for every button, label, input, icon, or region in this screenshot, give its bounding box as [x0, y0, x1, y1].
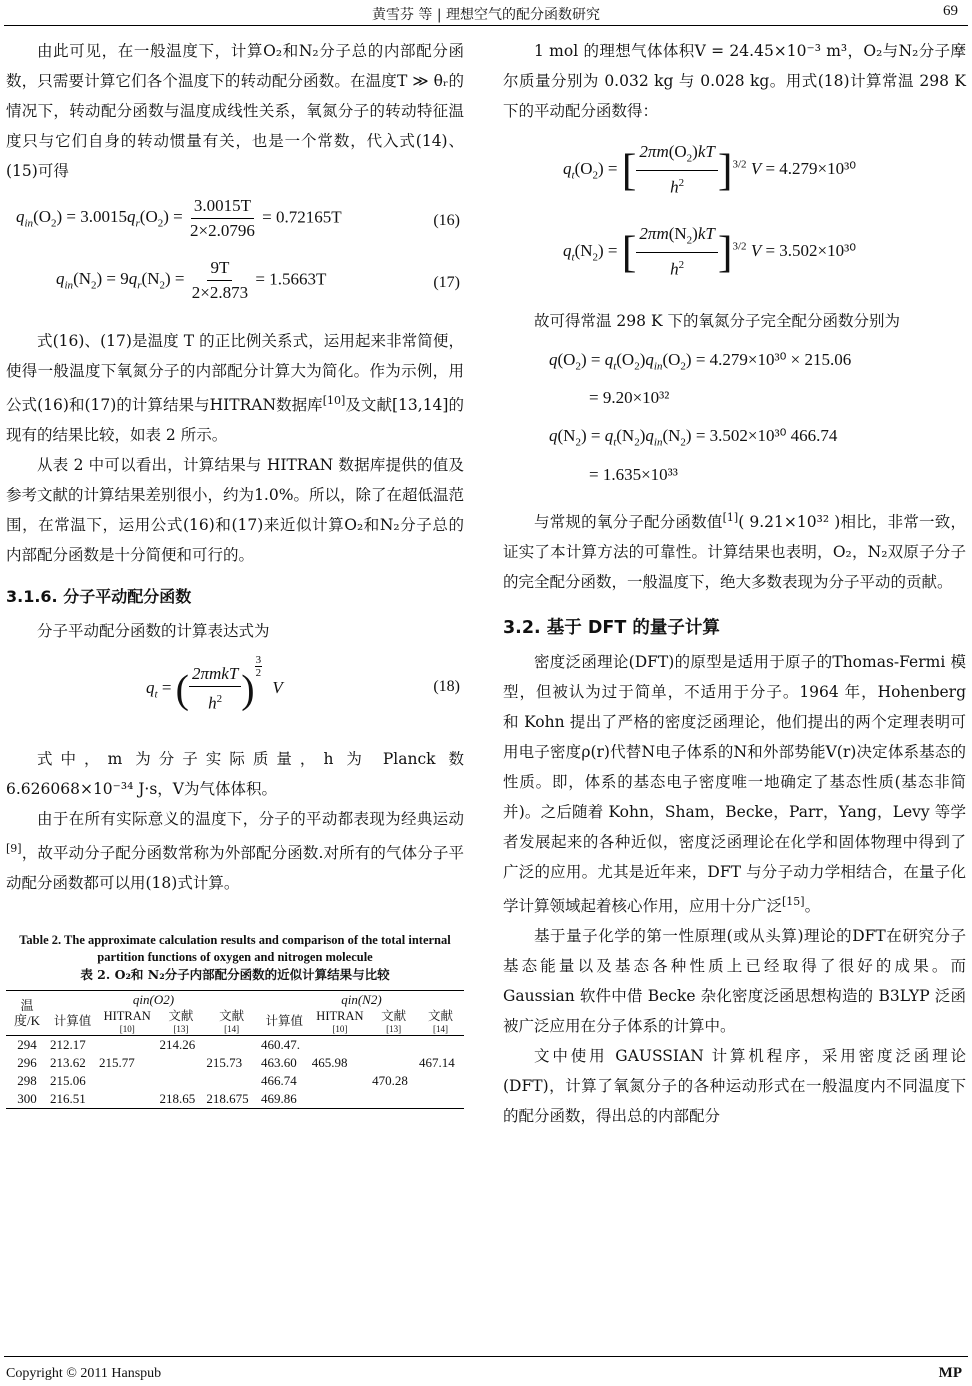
eq-mol: N	[580, 240, 593, 260]
eq-symbol: q	[146, 677, 155, 697]
table-cell	[370, 1090, 417, 1109]
table-cell: 469.86	[259, 1090, 310, 1109]
eq-sup: 2	[216, 693, 223, 706]
table-subheader-cell	[417, 1008, 464, 1036]
table-cell	[310, 1072, 370, 1090]
table-cell: 214.26	[159, 1037, 196, 1053]
text-run: ( 9.21×10³² )相比，非常一致，证实了本计算方法的可靠性。计算结果也表明，O₂，N₂双原子分子的完全配分函数，一般温度下，绝大多数表现为分子平动的贡献。	[503, 512, 966, 591]
table-cell	[204, 1072, 259, 1090]
equation-number: (18)	[433, 678, 460, 696]
table-row	[6, 1054, 464, 1072]
table-header-group	[48, 991, 259, 1009]
running-title: 黄雪芬 等 | 理想空气的配分函数研究	[371, 7, 601, 23]
table-cell: 470.28	[372, 1073, 408, 1089]
eq-sub: in	[64, 279, 74, 292]
page-header	[0, 0, 972, 28]
table-cell: 460.47.	[260, 1037, 300, 1053]
paragraph	[503, 503, 966, 597]
table-subheader-cell	[259, 1008, 310, 1036]
subheader-ref: [10]	[332, 1024, 348, 1035]
table-cell: 218.65	[157, 1090, 204, 1109]
table-cell	[97, 1090, 157, 1109]
citation[interactable]: [10]	[322, 394, 346, 407]
table-cell	[370, 1036, 417, 1055]
paragraph	[6, 326, 464, 450]
denominator: 2×2.0796	[190, 221, 255, 240]
exponent	[255, 654, 263, 679]
eq-symbol: q	[128, 269, 138, 289]
citation[interactable]: [9]	[6, 842, 22, 856]
paragraph: 文中使用 GAUSSIAN 计算机程序，采用密度泛函理论(DFT)，计算了氧氮分子的各种运动形式在一般温度内不同温度下的配分函数，得出总的内部配分	[503, 1047, 966, 1126]
equation-q-o2: $q(O_2) = q_t(O_2)q_{in}(O_2) = 4.279\times 10^{30} \times 215.06$ = 9.20×10³²	[549, 344, 966, 414]
table-cell: 466.74	[260, 1073, 297, 1089]
text-run: ，故平动分子配分函数常称为外部配分函数.对所有的气体分子平动配分函数都可以用(18)式计算。	[6, 844, 464, 893]
equation-number: (17)	[433, 274, 460, 291]
paragraph: 式中，m 为分子实际质量，h 为 Planck 数 6.626068×10⁻³⁴ J·s，V为气体体积。	[6, 750, 464, 799]
table-cell	[417, 1036, 464, 1055]
paragraph: 故可得常温 298 K 下的氧氮分子完全配分函数分别为	[534, 312, 900, 330]
eq-result: = 9.20×10³²	[589, 388, 670, 408]
denominator: 2×2.873	[191, 283, 249, 302]
equation-18: $q_t$ = ( $\frac{\text{2πmkT}}{h^2}$ ) $\frac{3}{2}$ V (18)	[146, 654, 460, 713]
section-heading-3-1-6: 3.1.6. 分子平动配分函数	[6, 587, 192, 607]
table-cell: 296	[17, 1055, 37, 1071]
text-run: 。	[804, 897, 821, 916]
exp-denominator: 2	[255, 667, 262, 680]
eq-sub: r	[137, 279, 142, 292]
table-subheader-cell	[157, 1008, 204, 1036]
table-cell	[157, 1054, 204, 1072]
exp-numerator: 3	[255, 654, 262, 667]
eq-result: 3.502×10³⁰	[779, 240, 857, 260]
table-subheader-cell	[48, 1008, 97, 1036]
equation-qt-o2: $q_t(O_2)$ = [ $\frac{2\pi m(O_2)kT}{h^2}$ ]$^{3/2}$ V = 4.279×10³⁰	[563, 142, 857, 198]
paragraph: 由此可见，在一般温度下，计算O₂和N₂分子总的内部配分函数，只需要计算它们各个温度下的转动配分函数。在温度T ≫ θᵣ的情况下，转动配分函数与温度成线性关系，氧氮分子的转动特征温度只与它们自身的转动惯量有关，也是一个常数，代入式(14)、(15)可得	[6, 42, 464, 180]
group-label: qin(O2)	[132, 992, 175, 1008]
equation-16: $q_{in}(O_2) = 3.0015q_r(O_2)$ = $\frac{3.0015T}{2\times 2.0796}$ = 0.72165T (16)	[16, 196, 460, 240]
numerator: 3.0015T	[191, 196, 254, 219]
equation-qt-n2: $q_t(N_2)$ = [ $\frac{2\pi m(N_2)kT}{h^2}$ ]$^{3/2}$ V = 3.502×10³⁰	[563, 224, 857, 280]
subheader-ref: [10]	[119, 1024, 135, 1035]
eq-sub: in	[24, 217, 34, 230]
table-row	[6, 1090, 464, 1109]
table-cell: 467.14	[419, 1055, 455, 1071]
eq-mol: N	[78, 269, 92, 289]
table-subheader-row	[6, 1008, 464, 1036]
table-row	[6, 1072, 464, 1090]
table-header-temp: 温度/K	[6, 991, 48, 1036]
denominator: h	[208, 693, 217, 713]
fraction	[187, 196, 258, 241]
subheader-label: 文献	[428, 1009, 454, 1024]
text-run: 与常规的氧分子配分函数值	[534, 512, 723, 531]
footer-rule	[4, 1356, 968, 1357]
eq-result: 0.72165T	[275, 207, 342, 227]
table-cell: 298	[17, 1073, 37, 1089]
eq-mol: O	[580, 158, 593, 178]
numerator: 2πmkT	[191, 664, 239, 684]
table-caption-en: Table 2. The approximate calculation results and comparison of the total internal partition functions of oxygen and nitrogen molecule	[19, 933, 451, 965]
paragraph: 分子平动配分函数的计算表达式为	[37, 622, 270, 641]
eq-sub: t	[154, 688, 158, 701]
eq-coef: 9	[120, 269, 129, 289]
equation-17: $q_{in}(N_2) = 9q_r(N_2)$ = $\frac{9T}{2\times 2.873}$ = 1.5663T (17)	[56, 258, 460, 302]
table-cell: 215.77	[99, 1055, 135, 1071]
table-cell: 215.06	[50, 1073, 86, 1089]
table-cell: 300	[6, 1090, 48, 1109]
eq-sub: 2	[91, 279, 97, 292]
eq-coef: 3.0015	[80, 207, 128, 227]
eq-sub: 2	[51, 217, 57, 230]
eq-symbol: q	[16, 207, 25, 227]
table-row	[6, 1036, 464, 1055]
table-header-group	[259, 991, 464, 1009]
table-cell	[204, 1036, 259, 1055]
table-2	[6, 990, 464, 1109]
numerator: 9T	[207, 258, 232, 281]
section-heading-3-2: 3.2. 基于 DFT 的量子计算	[503, 617, 720, 638]
eq-symbol: V	[272, 677, 283, 697]
subheader-label: HITRAN	[103, 1009, 151, 1024]
left-column	[6, 36, 464, 1109]
eq-result: 4.279×10³⁰	[779, 158, 857, 178]
eq-result: = 1.635×10³³	[589, 464, 678, 484]
equation-number: (16)	[433, 212, 460, 229]
table-cell	[97, 1072, 157, 1090]
page-footer	[0, 1348, 972, 1386]
table-subheader-cell	[97, 1008, 157, 1036]
table-cell	[310, 1036, 370, 1055]
page-number: 69	[943, 3, 958, 19]
citation[interactable]: [1]	[722, 510, 739, 524]
subheader-ref: [14]	[224, 1024, 240, 1035]
subheader-label: 计算值	[53, 1014, 92, 1029]
table-cell	[370, 1054, 417, 1072]
header-rule	[4, 25, 968, 26]
paragraph	[6, 804, 464, 898]
table-cell	[417, 1072, 464, 1090]
table-cell: 294	[17, 1037, 37, 1053]
citation[interactable]: [15]	[782, 894, 805, 908]
table-cell: 218.675	[204, 1090, 259, 1109]
eq-sub: r	[135, 217, 140, 230]
text-run: 密度泛函理论(DFT)的原型是适用于原子的Thomas-Fermi 模型，但被认为过于简单，不适用于分子。1964 年，Hohenberg 和 Kohn 提出了严格的密度泛函理论，他们提出的两个定理表明可用电子密度ρ(r)代替N电子体系的N和外部势能V(r)决定体系基态的性质。即，体系的基态电子密度唯一地确定了基态性质(基态非简并)。之后随着 Kohn，Sham，Becke，Parr，Yang，Levy 等学者发展起来的各种近似，密度泛函理论在化学和固体物理中得到了广泛的应用。尤其是近年来，DFT 与分子动力学相结合，在量子化学计算领域起着核心作用，应用十分广泛	[503, 652, 966, 916]
paragraph: 从表 2 中可以看出，计算结果与 HITRAN 数据库提供的值及参考文献的计算结果差别很小，约为1.0%。所以，除了在超低温范围，在常温下，运用公式(16)和(17)来近似计算O₂和N₂分子总的内部配分函数是十分简便和可行的。	[6, 456, 464, 565]
subheader-label: 文献	[219, 1009, 245, 1024]
subheader-label: 文献	[168, 1009, 194, 1024]
fraction	[189, 664, 241, 714]
table-body	[6, 1036, 464, 1109]
eq-result: = 4.279×10³⁰ × 215.06	[695, 350, 852, 369]
fraction	[189, 258, 251, 303]
right-column	[503, 36, 966, 1131]
table-cell	[310, 1090, 370, 1109]
table-cell	[97, 1036, 157, 1055]
subheader-label: 计算值	[265, 1014, 304, 1029]
table-subheader-cell	[370, 1008, 417, 1036]
group-label: qin(N2)	[341, 992, 382, 1008]
paragraph	[503, 647, 966, 921]
journal-abbrev: MP	[938, 1365, 962, 1381]
subheader-label: HITRAN	[316, 1009, 364, 1024]
table-cell: 463.60	[260, 1055, 297, 1071]
table-cell: 215.73	[206, 1055, 243, 1071]
table-subheader-cell	[204, 1008, 259, 1036]
text-run: 及文献[13,14]的现有的结果比较，如表 2 所示。	[6, 396, 465, 445]
subheader-ref: [13]	[386, 1024, 402, 1035]
table-cell: 465.98	[311, 1055, 348, 1071]
table-cell	[157, 1072, 204, 1090]
equation-q-n2: $q(N_2) = q_t(N_2)q_{in}(N_2) = 3.502\times 10^{30}$ 466.74 = 1.635×10³³	[549, 420, 966, 490]
eq-result: = 3.502×10³⁰ 466.74	[695, 426, 838, 446]
subheader-label: 文献	[381, 1009, 407, 1024]
table-subheader-cell	[310, 1008, 370, 1036]
table-cell: 212.17	[50, 1037, 86, 1053]
eq-result: 1.5663T	[269, 269, 327, 289]
text-run: 式(16)、(17)是温度 T 的正比例关系式，运用起来非常简便，使得一般温度下氧氮分子的内部配分计算大为简化。作为示例，用公式(16)和(17)的计算结果与HITRAN数据库	[6, 332, 464, 415]
subheader-ref: [13]	[173, 1024, 189, 1035]
subheader-ref: [14]	[433, 1024, 449, 1035]
eq-symbol: q	[56, 269, 65, 289]
paragraph: 基于量子化学的第一性原理(或从头算)理论的DFT在研究分子基态能量以及基态各种性质上已经取得了很好的成果。而 Gaussian 软件中借 Becke 杂化密度泛函思想构造的 B3LYP 泛函被广泛应用在分子体系的计算中。	[503, 927, 966, 1036]
table-caption-cn: 表 2. O₂和 N₂分子内部配分函数的近似计算结果与比较	[80, 967, 390, 983]
table-cell: 213.62	[50, 1055, 86, 1071]
table-cell: 216.51	[48, 1090, 97, 1109]
eq-mol: O	[38, 207, 52, 227]
text-run: 由于在所有实际意义的温度下，分子的平动都表现为经典运动	[37, 810, 464, 829]
paragraph: 1 mol 的理想气体体积V = 24.45×10⁻³ m³，O₂与N₂分子摩尔质量分别为 0.032 kg 与 0.028 kg。用式(18)计算常温 298 K 下的平动配分函数得：	[503, 42, 966, 120]
table-cell	[417, 1090, 464, 1109]
eq-symbol: q	[127, 207, 136, 227]
copyright: Copyright © 2011 Hanspub	[6, 1366, 162, 1381]
